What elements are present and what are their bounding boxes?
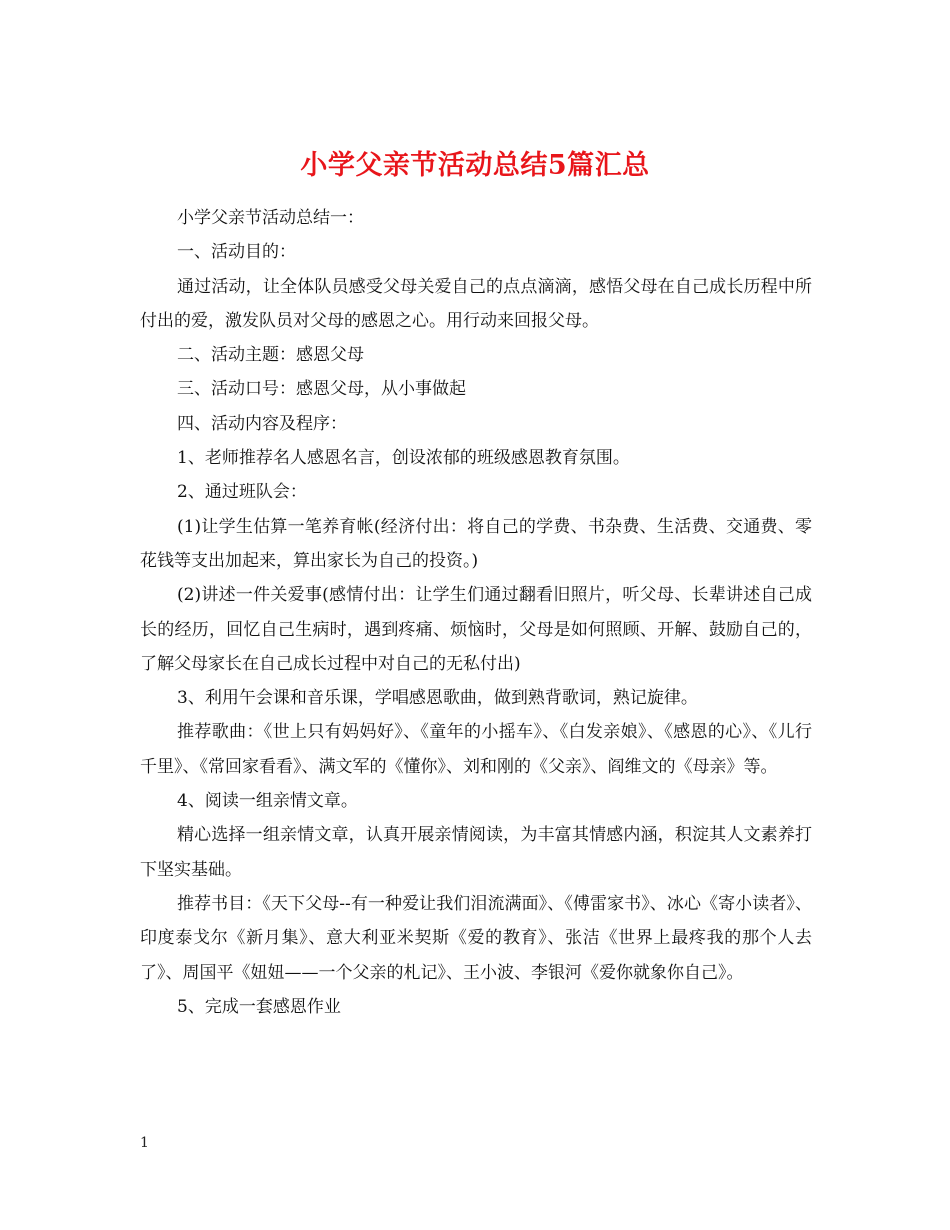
paragraph-recommended-songs: 推荐歌曲：《世上只有妈妈好》、《童年的小摇车》、《白发亲娘》、《感恩的心》、《儿行千里》、《常回家看看》、满文军的《懂你》、刘和刚的《父亲》、阎维文的《母亲》等。 [140,722,812,777]
paragraph-item-2: 2、通过班队会： [177,482,307,503]
paragraph-reading: 精心选择一组亲情文章，认真开展亲情阅读，为丰富其情感内涵，积淀其人文素养打下坚实基础。 [140,825,812,880]
paragraph-content-heading: 四、活动内容及程序： [177,413,347,434]
paragraph-purpose: 通过活动，让全体队员感受父母关爱自己的点点滴滴，感悟父母在自己成长历程中所付出的爱，激发队员对父母的感恩之心。用行动来回报父母。 [140,276,812,331]
paragraph-theme: 二、活动主题：感恩父母 [177,345,364,366]
paragraph-item-4: 4、阅读一组亲情文章。 [177,791,358,812]
paragraph-section-heading: 小学父亲节活动总结一： [177,208,364,228]
paragraph-subitem-1: (1)让学生估算一笔养育帐(经济付出：将自己的学费、书杂费、生活费、交通费、零花钱等支出加起来，算出家长为自己的投资。) [140,516,812,571]
page-number: 1 [140,1135,149,1151]
paragraph-item-3: 3、利用午会课和音乐课，学唱感恩歌曲，做到熟背歌词，熟记旋律。 [177,688,698,709]
document-body [140,201,812,1024]
paragraph-item-1: 1、老师推荐名人感恩名言，创设浓郁的班级感恩教育氛围。 [177,448,630,469]
paragraph-item-5: 5、完成一套感恩作业 [177,996,341,1017]
paragraph-purpose-heading: 一、活动目的： [177,242,296,263]
paragraph-recommended-books: 推荐书目：《天下父母--有一种爱让我们泪流满面》、《傅雷家书》、冰心《寄小读者》、印度泰戈尔《新月集》、意大利亚米契斯《爱的教育》、张洁《世界上最疼我的那个人去了》、周国平《妞妞——一个父亲的札记》、王小波、李银河《爱你就象你自己》。 [140,893,812,983]
paragraph-subitem-2: (2)讲述一件关爱事(感情付出：让学生们通过翻看旧照片，听父母、长辈讲述自己成长的经历，回忆自己生病时，遇到疼痛、烦恼时，父母是如何照顾、开解、鼓励自己的，了解父母家长在自己成长过程中对自己的无私付出) [140,585,812,674]
document-title: 小学父亲节活动总结5篇汇总 [300,150,650,182]
paragraph-slogan: 三、活动口号：感恩父母，从小事做起 [177,379,466,400]
